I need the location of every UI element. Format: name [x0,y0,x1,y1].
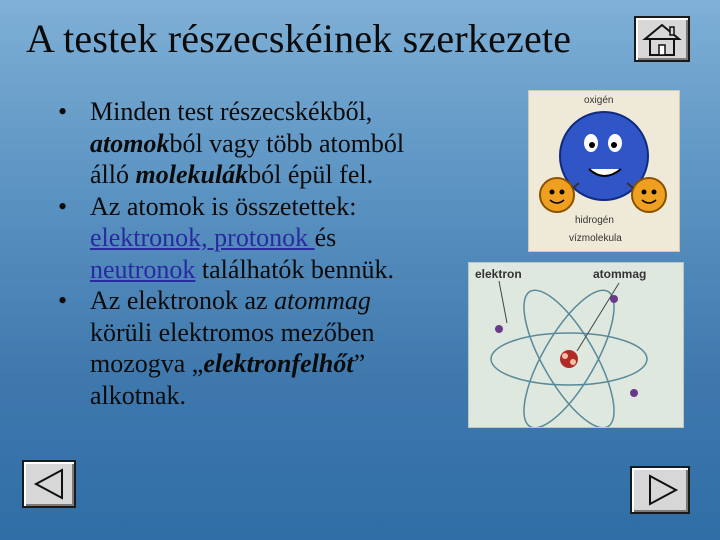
term-atommag: atommag [274,286,371,315]
bullet-text: találhatók bennük. [195,254,394,284]
home-button[interactable] [634,16,690,62]
bullet-mark: • [58,286,68,315]
link-neutronok[interactable]: neutronok [90,254,196,284]
label-water-molecule: vízmolekula [569,233,622,244]
home-icon [636,18,688,60]
previous-slide-button[interactable] [22,460,76,508]
bullet-text: ” [353,349,366,378]
term-molekulak: molekulák [135,160,249,189]
label-oxygen: oxigén [584,95,614,106]
term-atomok: atomok [90,128,170,158]
bullet-text: Minden test részecskékből, [90,97,373,126]
bullet-text: körüli elektromos mezőben [90,317,375,347]
water-molecule-image [528,90,680,252]
triangle-right-icon [632,468,688,512]
label-hydrogen: hidrogén [575,215,614,226]
term-elektronfelho: elektronfelhőt [203,349,354,378]
bullet-text: álló [90,160,136,189]
bullet-mark: • [58,191,68,221]
next-slide-button[interactable] [630,466,690,514]
atom-model-image [468,262,684,428]
slide-title: A testek részecskéinek szerkezete [26,16,572,61]
bullet-text: ból épül fel. [248,160,374,189]
bullet-item-3 [58,285,478,411]
link-elektronok-protonok[interactable]: elektronok, protonok [90,223,315,252]
bullet-item-1 [58,96,478,191]
bullet-text: ból vagy több atomból [169,128,405,158]
atom-model-illustration [469,263,683,427]
label-nucleus: atommag [593,267,647,281]
bullet-list [58,96,478,411]
water-molecule-illustration [529,91,679,251]
bullet-text: alkotnak. [90,380,187,410]
bullet-text: mozogva „ [90,349,204,378]
triangle-left-icon [24,462,74,506]
bullet-text: Az atomok is összetettek: [90,191,357,221]
bullet-text: Az elektronok az [90,286,275,315]
slide-body [58,96,478,411]
bullet-mark: • [58,97,68,126]
bullet-text: és [314,223,337,252]
bullet-item-2 [58,191,478,286]
label-electron: elektron [475,267,522,281]
